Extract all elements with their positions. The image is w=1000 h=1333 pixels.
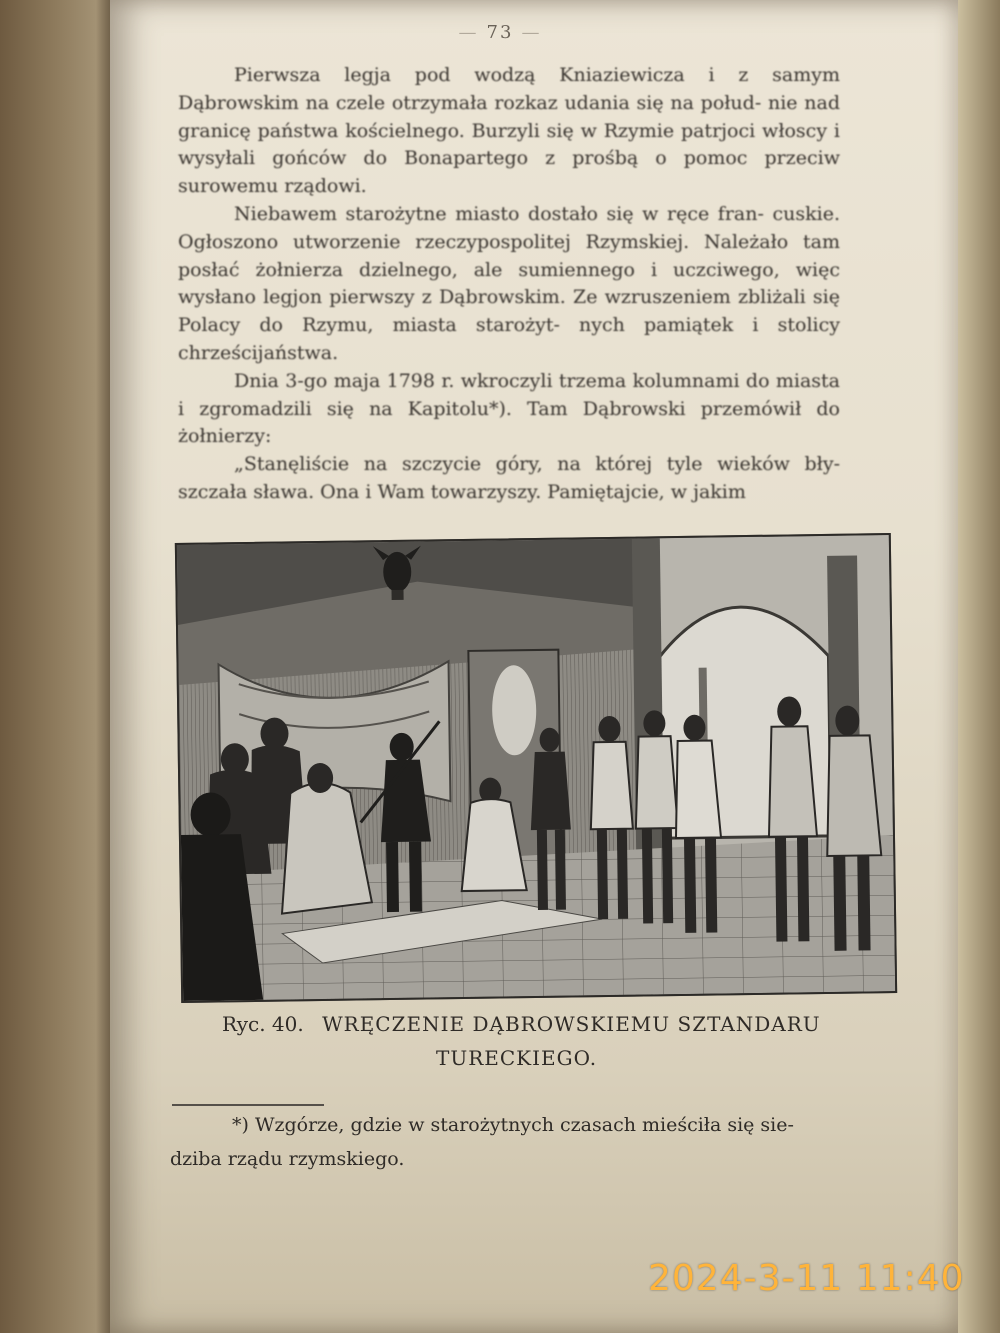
page-number: — 73 —	[450, 22, 550, 43]
footnote-divider	[172, 1104, 324, 1106]
figure-caption	[222, 1012, 882, 1036]
engraving-drawing	[177, 535, 895, 1001]
footnote-line: dziba rządu rzymskiego.	[170, 1148, 405, 1170]
paragraph: Niebawem starożytne miasto dostało się w ręce fran- cuskie. Ogłoszono utworzenie rzeczypospolitej Rzymskiej. Należało tam posłać żołnierza dzielnego, ale sumiennego i uczciwego, więc wysłano legjon pierwszy z Dąbrowskim. Ze wzruszeniem zbliżali się Polacy do Rzymu, miasta starożyt- nych pamiątek i stolicy chrześcijaństwa.	[178, 202, 840, 364]
paragraph: Pierwsza legja pod wodzą Kniaziewicza i z samym Dąbrowskim na czele otrzymała rozkaz udania się na połud- nie nad granicę państwa kościelnego. Burzyli się w Rzymie patrjoci włoscy i wysyłali gońców do Bonapartego z prośbą o pomoc przeciw surowemu rządowi.	[178, 64, 840, 198]
engraving-illustration	[175, 533, 897, 1003]
footnote	[170, 1108, 910, 1176]
figure-title: WRĘCZENIE DĄBROWSKIEMU SZTANDARU	[322, 1012, 821, 1036]
figure-title-continued: TURECKIEGO.	[436, 1046, 598, 1070]
paragraph: Dnia 3-go maja 1798 r. wkroczyli trzema kolumnami do miasta i zgromadzili się na Kapitolu*). Tam Dąbrowski przemówił do żołnierzy:	[178, 369, 840, 448]
footnote-line: *) Wzgórze, gdzie w starożytnych czasach mieściła się sie-	[232, 1114, 794, 1136]
photo-timestamp: 2024-3-11 11:40	[648, 1258, 965, 1299]
body-text	[178, 62, 840, 507]
figure-number: Ryc. 40.	[222, 1012, 304, 1036]
paragraph: „Stanęliście na szczycie góry, na której tyle wieków bły- szczała sława. Ona i Wam towarzyszy. Pamiętajcie, w jakim	[178, 453, 840, 503]
